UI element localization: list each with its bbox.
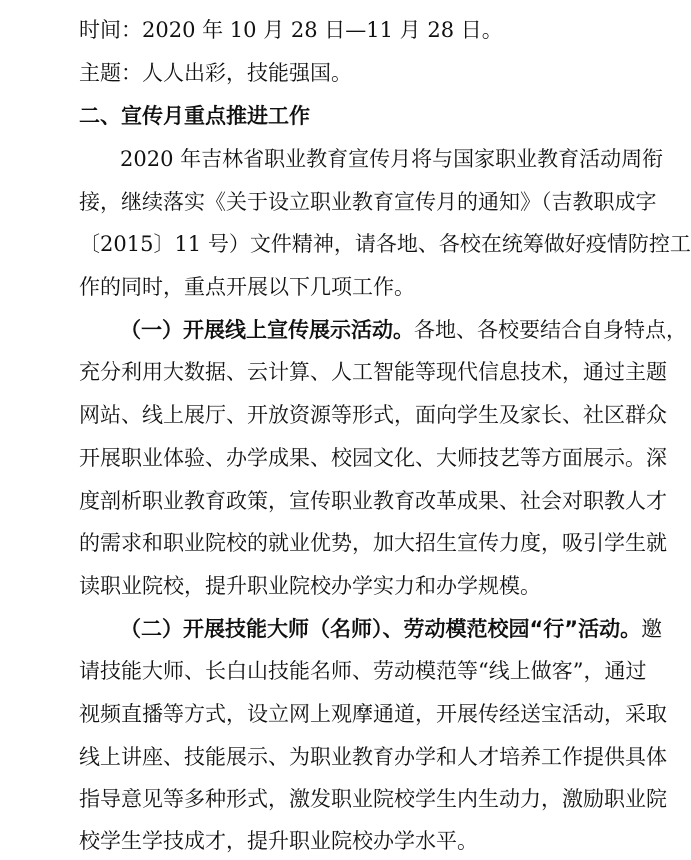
item1-first-rest: 各地、各校要结合自身特点， — [414, 318, 687, 342]
item2-line-5: 指导意见等多种形式，激发职业院校学生内生动力，激励职业院 — [79, 787, 667, 811]
item2-first-rest: 邀 — [641, 617, 663, 641]
item1-first-line — [120, 315, 687, 345]
item1-line-6: 的需求和职业院校的就业优势，加大招生宣传力度，吸引学生就 — [79, 531, 667, 555]
item2-line-4: 线上讲座、技能展示、为职业教育办学和人才培养工作提供具体 — [79, 745, 667, 769]
item1-line-7: 读职业院校，提升职业院校办学实力和办学规模。 — [79, 574, 541, 598]
item2-line-6: 校学生学技成才，提升职业院校办学水平。 — [79, 829, 478, 853]
time-line: 时间：2020 年 10 月 28 日—11 月 28 日。 — [79, 18, 503, 42]
item1-line-5: 度剖析职业教育政策，宣传职业教育改革成果、社会对职教人才 — [79, 489, 667, 513]
item1-line-3: 网站、线上展厅、开放资源等形式，面向学生及家长、社区群众 — [79, 403, 667, 427]
intro-line-2: 接，继续落实《关于设立职业教育宣传月的通知》（吉教职成字 — [79, 190, 657, 214]
item1-line-2: 充分利用大数据、云计算、人工智能等现代信息技术，通过主题 — [79, 360, 667, 384]
item2-line-3: 视频直播等方式，设立网上观摩通道，开展传经送宝活动，采取 — [79, 702, 667, 726]
intro-line-1: 2020 年吉林省职业教育宣传月将与国家职业教育活动周衔 — [120, 147, 664, 171]
intro-line-3: 〔2015〕11 号）文件精神，请各地、各校在统筹做好疫情防控工 — [79, 232, 691, 256]
item1-line-4: 开展职业体验、办学成果、校园文化、大师技艺等方面展示。深 — [79, 446, 667, 470]
item2-first-line — [120, 614, 663, 644]
intro-line-4: 作的同时，重点开展以下几项工作。 — [79, 275, 415, 299]
section-heading: 二、宣传月重点推进工作 — [79, 104, 310, 128]
item2-line-2: 请技能大师、长白山技能名师、劳动模范等“线上做客”，通过 — [79, 659, 647, 683]
item2-title: （二）开展技能大师（名师）、劳动模范校园“行”活动。 — [120, 617, 642, 641]
item1-title: （一）开展线上宣传展示活动。 — [120, 318, 414, 342]
theme-line: 主题：人人出彩，技能强国。 — [79, 61, 352, 85]
